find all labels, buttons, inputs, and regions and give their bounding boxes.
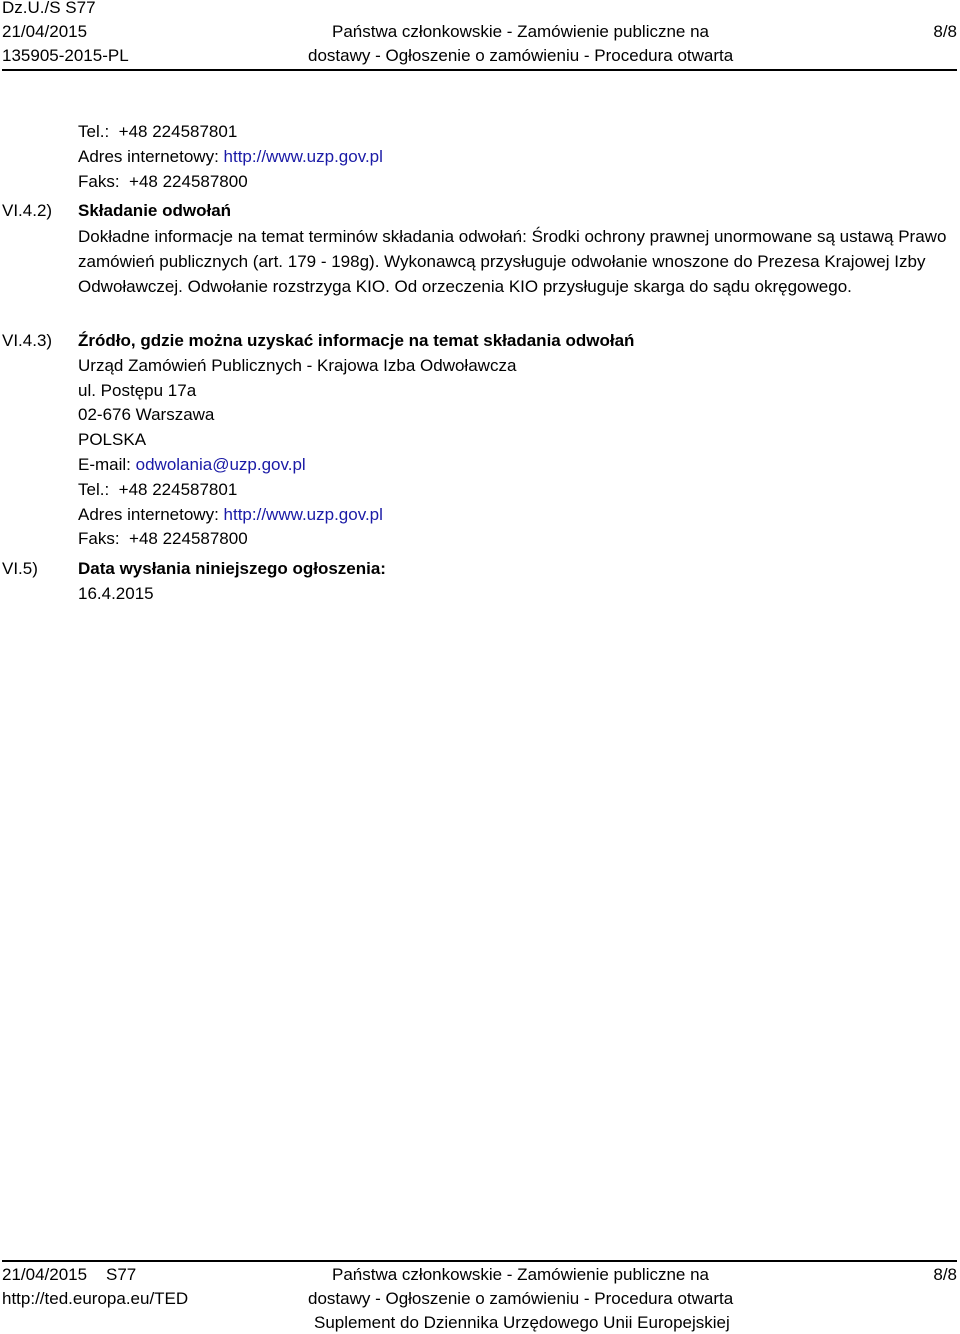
fax-label: Faks: [78, 172, 120, 191]
section-title-vi42: Składanie odwołań [78, 201, 232, 220]
footer-date-issue [2, 1265, 136, 1285]
city: 02-676 Warszawa [78, 405, 215, 424]
footer-title-line3: Suplement do Dziennika Urzędowego Unii Europejskiej [314, 1313, 730, 1332]
tel-label: Tel.: [78, 122, 110, 141]
email-label: E-mail: [78, 455, 131, 474]
web-label: Adres internetowy: [78, 147, 219, 166]
section-number-vi43: VI.4.3) [2, 331, 53, 350]
tel-value: +48 224587801 [118, 480, 238, 499]
footer-rule [2, 1260, 957, 1262]
web-line-vi43 [78, 505, 383, 525]
org-name: Urząd Zamówień Publicznych - Krajowa Izba Odwoławcza [78, 356, 517, 375]
tel-value: +48 224587801 [118, 122, 238, 141]
footer-url[interactable]: http://ted.europa.eu/TED [2, 1289, 189, 1308]
fax-label: Faks: [78, 529, 120, 548]
section-title-vi43: Źródło, gdzie można uzyskać informacje na temat składania odwołań [78, 331, 635, 350]
web-link[interactable]: http://www.uzp.gov.pl [223, 147, 383, 166]
footer-title-line1: Państwa członkowskie - Zamówienie publiczne na [332, 1265, 710, 1284]
section-number-vi42: VI.4.2) [2, 201, 53, 220]
fax-line [78, 172, 248, 192]
dispatch-date: 16.4.2015 [78, 584, 154, 603]
section-title-vi5: Data wysłania niniejszego ogłoszenia: [78, 559, 386, 578]
header-date: 21/04/2015 [2, 22, 88, 41]
web-link[interactable]: http://www.uzp.gov.pl [223, 505, 383, 524]
header-title-line1: Państwa członkowskie - Zamówienie publiczne na [332, 22, 710, 41]
footer-title-line2: dostawy - Ogłoszenie o zamówieniu - Procedura otwarta [308, 1289, 734, 1308]
fax-line-vi43 [78, 529, 248, 549]
web-line [78, 147, 383, 167]
header-title-line2: dostawy - Ogłoszenie o zamówieniu - Procedura otwarta [308, 46, 734, 65]
footer-page-number: 8/8 [933, 1265, 957, 1284]
section-body-vi42: Dokładne informacje na temat terminów składania odwołań: Środki ochrony prawnej unormowane są ustawą Prawo zamówień publicznych (art. 179 - 198g). Wykonawcą przysługuje odwołanie wnoszone do Prezesa Krajowej Izby Odwoławczej. Odwołanie rozstrzyga KIO. Od orzeczenia KIO przysługuje skarga do sądu okręgowego. [78, 227, 947, 296]
footer-date: 21/04/2015 [2, 1265, 88, 1284]
email-line [78, 455, 306, 475]
tel-label: Tel.: [78, 480, 110, 499]
footer-issue: S77 [106, 1265, 137, 1284]
country: POLSKA [78, 430, 147, 449]
web-label: Adres internetowy: [78, 505, 219, 524]
tel-line-vi43 [78, 480, 237, 500]
section-number-vi5: VI.5) [2, 559, 38, 578]
journal-ref: Dz.U./S S77 [2, 0, 96, 17]
header-page-number: 8/8 [933, 22, 957, 41]
email-link[interactable]: odwolania@uzp.gov.pl [135, 455, 306, 474]
street-address: ul. Postępu 17a [78, 381, 197, 400]
fax-value: +48 224587800 [129, 529, 248, 548]
tel-line [78, 122, 237, 142]
notice-id: 135905-2015-PL [2, 46, 129, 65]
fax-value: +48 224587800 [129, 172, 248, 191]
header-rule [2, 69, 957, 71]
